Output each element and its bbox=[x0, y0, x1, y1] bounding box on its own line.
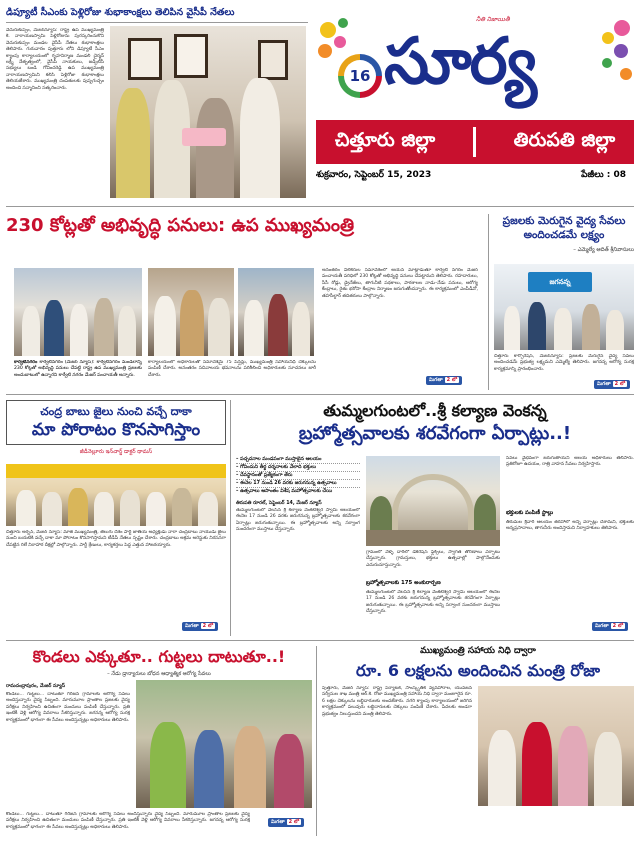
brahmotsavam-body-mid-2: తుమ్మలగుంటలో వెలసిన శ్రీ కల్యాణ వెంకటేశ్వర స్వామి ఆలయంలో ఈనెల 17 నుండి 26 వరకు జరుగనున్న బ్రహ్మోత్సవాలకు శరవేగంగా ఏర్పాట్లు జరుగుతున్నాయి. ఈ బ్రహ్మోత్సవాలకు అన్ని సర్వాంగ సుందరంగా ముస్తాబు చేస్తున్నారు. bbox=[366, 590, 500, 615]
health-banner bbox=[528, 272, 592, 292]
development-photo-1 bbox=[14, 268, 142, 356]
story-babu-subhead: జీడీనెల్లూరు ఇన్‌చార్జ్ డాక్టర్ థామస్ bbox=[79, 449, 153, 455]
development-caption-label: కార్వేటినగరం bbox=[14, 360, 38, 365]
brahmotsavam-bullet: – పచ్చదనాల మండపంగా ముస్తాబైన ఆలయం bbox=[236, 456, 360, 464]
story-roja-kicker: ముఖ్యమంత్రి సహాయ నిధి ద్వారా bbox=[420, 646, 536, 656]
story-hills-subhead: – నేడు డ్రాన్యారులు బోధన ఆధ్యాత్మిక ఆరోగ్య సేవలు bbox=[107, 671, 211, 677]
story-babu-headline-2: మా పోరాటం కొనసాగిస్తాం bbox=[31, 420, 201, 440]
development-more-page: 2 లో bbox=[446, 377, 458, 383]
brahmotsavam-more-label: మిగతా bbox=[595, 623, 609, 629]
health-more-label: మిగతా bbox=[597, 381, 611, 387]
district-band bbox=[316, 120, 634, 164]
hills-more-page: 2 లో bbox=[288, 819, 300, 825]
development-body-right: అనంతరం విలేకరుల సమావేశంలో ఆయన మాట్లాడుతూ కార్వేటి నగరం మేజర్ పంచాయతీ పరిధిలో 230 కోట్లతో అభివృద్ధి పనులు చేపట్టామని తెలిపారు. రహదారులు, సీసీ రోడ్లు, డ్రైనేజీలు, తాగునీటి పథకాలు, పాఠశాలల నాడు–నేడు పనులు, ఆరోగ్య కేంద్రాలు, రైతు భరోసా కేంద్రాల నిర్మాణం జరుగుతోందన్నారు. ఈ కార్యక్రమంలో ఎంపీడీవో, తహసీల్దార్ తదితరులు పాల్గొన్నారు. bbox=[322, 268, 478, 299]
brahmotsavam-more-page: 2 లో bbox=[612, 623, 624, 629]
brahmotsavam-dateline: తిరుపతి రూరల్, సెప్టెంబర్ 14, మేజర్ న్యూస్ bbox=[236, 501, 322, 506]
ysrcp-photo bbox=[110, 26, 306, 198]
development-body-left: కార్వేటినగరం (మేజర్ న్యూస్): కార్వేటినగరం మండలాన్ని 230 కోట్లతో అభివృద్ధి పనులు చేపట్టి రాష్ట్ర ఉప ముఖ్యమంత్రి ప్రజలకు అందుబాటులో ఉన్నారని కార్వేటి నగరం మేజర్ పంచాయతీ అన్నారు. bbox=[14, 360, 142, 378]
story-health-headline: ప్రజలకు మెరుగైన వైద్య సేవలు అందించడమే లక్ష్యం bbox=[502, 215, 626, 241]
development-body-mid: కార్యాలయంలో అధికారులతో సమావేశమై 75 పెన్షన్లు, ముఖ్యమంత్రి సహాయనిధి చెక్కులను పంపిణీ చేశారు. అనంతరం సచివాలయ భవనాలను పరిశీలించి అధికారులకు సూచనలు జారీ చేశారు. bbox=[148, 360, 316, 378]
story-hills-body-2: కొండలు... గుట్టలు... దాటుతూ గిరిజన గ్రామాలకు ఆరోగ్య సేవలు అందిస్తున్నారు వైద్య సిబ్బంది. మారుమూల ప్రాంతాల ప్రజలకు వైద్య పరీక్షలు నిర్వహించి ఉచితంగా మందులు పంపిణీ చేస్తున్నారు. ప్రతి ఇంటికీ వెళ్లి ఆరోగ్య వివరాలు సేకరిస్తున్నారు. జగనన్న ఆరోగ్య సురక్ష కార్యక్రమంలో భాగంగా ఈ సేవలు అందిస్తున్నట్లు అధికారులు తెలిపారు. bbox=[6, 812, 250, 830]
development-photo-3 bbox=[238, 268, 314, 356]
brahmotsavam-body-mid: గ్రామంలో వెళ్ళే దారిలో డెకరేషన్ ఫ్లెక్సీలు, స్వాగత తోరణాలు ఏర్పాటు చేస్తున్నారు. గ్రామస్తులు, భక్తులు ఉత్సవాల్లో పాల్గొనేందుకు ఎదురుచూస్తున్నారు. bbox=[366, 550, 500, 568]
story-hills bbox=[6, 646, 312, 836]
babu-more-link[interactable] bbox=[182, 622, 218, 631]
development-more-label: మిగతా bbox=[429, 377, 443, 383]
brahmotsavam-subhead-mid: బ్రహ్మోత్సవాలకు 175 అంకురార్పణ bbox=[366, 580, 441, 586]
brahmotsavam-body-left: తుమ్మలగుంటలో వెలసిన శ్రీ కల్యాణ వెంకటేశ్వర స్వామి ఆలయంలో ఈనెల 17 నుండి 26 వరకు జరుగనున్న బ్రహ్మోత్సవాలకు శరవేగంగా ఏర్పాట్లు జరుగుతున్నాయి. ఈ బ్రహ్మోత్సవాలకు అన్ని సర్వాంగ సుందరంగా ముస్తాబు చేస్తున్నారు. bbox=[236, 508, 360, 533]
district-left: చిత్తూరు జిల్లా bbox=[334, 128, 436, 151]
temple-photo bbox=[366, 456, 500, 546]
hills-more-label: మిగతా bbox=[271, 819, 285, 825]
masthead-date: శుక్రవారం, సెప్టెంబర్ 15, 2023 bbox=[316, 170, 432, 180]
masthead-tagline: నీతి నిజాయితీ bbox=[476, 16, 510, 23]
hills-more-link[interactable] bbox=[268, 818, 304, 827]
story-ysrcp-body: వెదురుకుప్పం, మేజర్‌న్యూస్: రాష్ట్ర ఉప ముఖ్యమంత్రి కె. నారాయణస్వామి పెళ్లిరోజును పురస్కరించుకొని వెదురుకుప్పం మండల వైసీపీ నేతలు శుభాకాంక్షలు తెలిపారు. గురువారం పుత్తూరు లోని డిప్యూటీ సీఎం క్యాంపు కార్యాలయంలో గృహనిర్మాణ మండలి చైర్మన్ లక్ష్మీ నేతృత్వంలో, వైసీపీ నాయకులు, జడ్పీటీసీ సభ్యులు బండి గోవిందరెడ్డి ఉప ముఖ్యమంత్రి నారాయణస్వామిని కలిసి పెళ్లిరోజు శుభాకాంక్షలు తెలియజేశారు. ముఖ్యమంత్రి దంపతులకు పుష్పగుచ్చం అందించి సన్మానించి సత్కరించారు. bbox=[6, 28, 104, 91]
anniversary-number: 16 bbox=[349, 67, 371, 85]
health-photo bbox=[494, 264, 634, 350]
story-babu bbox=[6, 400, 226, 636]
story-roja-body: పుత్తూరు, మేజర్ న్యూస్: రాష్ట్ర పర్యాటక, సాంస్కృతిక వ్యవహారాల, యువజన సర్వీసుల శాఖ మంత్రి ఆర్.కె. రోజా ముఖ్యమంత్రి సహాయ నిధి ద్వారా మంజూరైన రూ. 6 లక్షల చెక్కులను లబ్ధిదారులకు అందజేశారు. నగరి క్యాంపు కార్యాలయంలో జరిగిన కార్యక్రమంలో పలువురు లబ్ధిదారులకు చెక్కులు పంపిణీ చేశారు. పేదలకు అండగా ప్రభుత్వం నిలుస్తుందని మంత్రి తెలిపారు. bbox=[322, 686, 472, 717]
health-more-link[interactable] bbox=[594, 380, 630, 389]
health-banner-text: జగనన్న bbox=[549, 278, 571, 286]
development-caption bbox=[14, 360, 142, 390]
development-more-link[interactable] bbox=[426, 376, 462, 385]
babu-more-label: మిగతా bbox=[185, 623, 199, 629]
masthead-brand: సూర్య bbox=[384, 24, 535, 99]
hills-photo bbox=[136, 680, 312, 808]
masthead bbox=[316, 14, 634, 188]
brahmotsavam-bullet: – ఉత్సవాలు ఆసాంతం విశేష మహోత్సవాలకు చేయి bbox=[236, 489, 333, 494]
district-right: తిరుపతి జిల్లా bbox=[513, 128, 616, 151]
story-brahmotsavam-headline-1: తుమ్మలగుంటలో..శ్రీ కల్యాణ వెంకన్న bbox=[323, 401, 547, 420]
brahmotsavam-subhead-right: భక్తులకు పంపిణీ స్టాల్లు bbox=[506, 510, 554, 516]
roja-photo bbox=[478, 686, 634, 806]
story-hills-headline: కొండలు ఎక్కుతూ.. గుట్టలు దాటుతూ..! bbox=[32, 647, 286, 666]
brahmotsavam-body-right: సేవలు వైభవంగా జరుగుతాయని ఆలయ అధికారులు తెలిపారు. ప్రతిరోజూ ఉదయం, రాత్రి వాహన సేవలు నిర్వహిస్తారు. bbox=[506, 456, 634, 468]
story-hills-dateline: రామచంద్రాపురం, మేజర్ న్యూస్ bbox=[6, 684, 66, 689]
story-health bbox=[494, 214, 634, 390]
story-roja-headline: రూ. 6 లక్షలను అందించిన మంత్రి రోజా bbox=[356, 661, 600, 680]
story-health-body: చిత్తూరు కార్పొరేషన్, మేజర్‌న్యూస్: ప్రజలకు మెరుగైన వైద్య సేవలు అందించడమే ప్రభుత్వ లక్ష్యమని ఎమ్మెల్యే తెలిపారు. జగనన్న ఆరోగ్య సురక్ష కార్యక్రమాన్ని ప్రారంభించారు. bbox=[494, 354, 634, 372]
brahmotsavam-bullet: – ఈనెల 17 నుండి 26 వరకు జరుగనున్న ఉత్సవాలు bbox=[236, 480, 360, 488]
story-development bbox=[6, 214, 484, 390]
health-more-page: 2 లో bbox=[614, 381, 626, 387]
story-babu-headline-1: చంద్ర బాబు జైలు నుంచి వచ్చే దాకా bbox=[40, 405, 192, 418]
story-roja bbox=[322, 646, 634, 836]
story-hills-body: కొండలు... గుట్టలు... దాటుతూ గిరిజన గ్రామాలకు ఆరోగ్య సేవలు అందిస్తున్నారు వైద్య సిబ్బంది. మారుమూల ప్రాంతాల ప్రజలకు వైద్య పరీక్షలు నిర్వహించి ఉచితంగా మందులు పంపిణీ చేస్తున్నారు. ప్రతి ఇంటికీ వెళ్లి ఆరోగ్య వివరాలు సేకరిస్తున్నారు. జగనన్న ఆరోగ్య సురక్ష కార్యక్రమంలో భాగంగా ఈ సేవలు అందిస్తున్నట్లు అధికారులు తెలిపారు. bbox=[6, 692, 130, 723]
anniversary-logo bbox=[338, 54, 382, 98]
story-brahmotsavam-headline-2: బ్రహ్మోత్సవాలకు శరవేగంగా ఏర్పాట్లు..! bbox=[298, 423, 572, 444]
brahmotsavam-bullet: – దేవస్థానంతో ప్రత్యేకంగా తేరు bbox=[236, 472, 360, 480]
story-ysrcp-headline: డిప్యూటీ సీఎంకు పెళ్లిరోజు శుభాకాంక్షలు తెలిపిన వైసీపీ నేతలు bbox=[6, 6, 308, 23]
story-babu-body: చిత్తూరు అర్బన్, మేజర్ న్యూస్: మాజీ ముఖ్యమంత్రి, తెలుగు దేశం పార్టీ జాతీయ అధ్యక్షుడు నారా చంద్రబాబు నాయుడు జైలు నుంచి బయటికి వచ్చే దాకా మా పోరాటం కొనసాగిస్తామని టీడీపీ నేతలు స్పష్టం చేశారు. చంద్రబాబు అక్రమ అరెస్టుకు నిరసనగా చేపట్టిన రిలే నిరాహార దీక్షల్లో పాల్గొన్నారు. పార్టీ శ్రేణులు, కార్యకర్తలు పెద్ద ఎత్తున హాజరయ్యారు. bbox=[6, 530, 226, 548]
story-brahmotsavam bbox=[236, 400, 634, 636]
story-ysrcp bbox=[6, 6, 308, 202]
story-development-headline: 230 కోట్లతో అభివృద్ధి పనులు: ఉప ముఖ్యమంత్రి bbox=[6, 215, 355, 236]
babu-photo bbox=[6, 464, 226, 526]
development-photo-2 bbox=[148, 268, 234, 356]
brahmotsavam-body-right-2: తిరుమల శ్రీవారి ఆలయం తరహాలో అన్ని ఏర్పాట్లు చేశామని, భక్తులకు అన్నప్రసాదాలు, తాగునీరు అందిస్తామని నిర్వాహకులు తెలిపారు. bbox=[506, 520, 634, 532]
brahmotsavam-bullets bbox=[236, 456, 360, 495]
babu-more-page: 2 లో bbox=[202, 623, 214, 629]
brahmotsavam-bullet: – గోవిందుని తీర్థ దర్శనాలకు వేలాది భక్తులు bbox=[236, 464, 360, 472]
babu-headline-box bbox=[6, 400, 226, 445]
brahmotsavam-more-link[interactable] bbox=[592, 622, 628, 631]
story-health-subhead: – ఎమ్మెల్యే ఆదిత్ శ్రీనివాసులు bbox=[573, 247, 634, 253]
masthead-page: పేజీలు : 08 bbox=[581, 170, 626, 180]
